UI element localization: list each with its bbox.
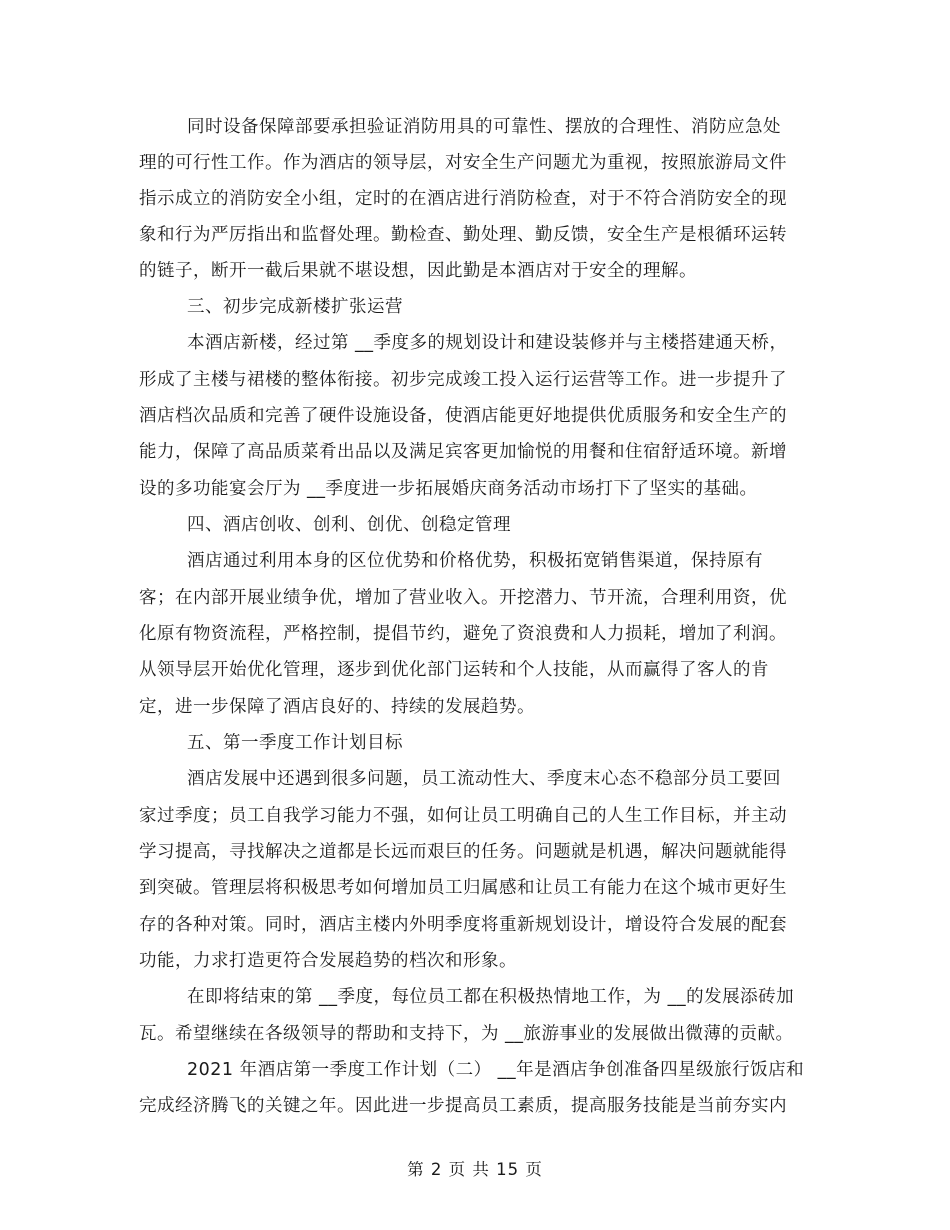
text-line: 功能，力求打造更符合发展趋势的档次和形象。 (139, 951, 517, 971)
section-heading: 五、第一季度工作计划目标 (187, 733, 403, 753)
text-line: 客；在内部开展业绩争优，增加了营业收入。开挖潜力、节开流，合理利用资，优 (139, 588, 787, 608)
text-line: 化原有物资流程，严格控制，提倡节约，避免了资浪费和人力损耗，增加了利润。 (139, 624, 787, 644)
text-line: 2021 年酒店第一季度工作计划（二） __年是酒店争创准备四星级旅行饭店和 (187, 1060, 805, 1080)
section-heading: 四、酒店创收、创利、创优、创稳定管理 (187, 515, 511, 535)
text-line: 在即将结束的第 __季度，每位员工都在积极热情地工作，为 __的发展添砖加 (187, 987, 795, 1007)
text-line: 到突破。管理层将积极思考如何增加员工归属感和让员工有能力在这个城市更好生 (139, 878, 787, 898)
text-line: 酒店通过利用本身的区位优势和价格优势，积极拓宽销售渠道，保持原有 (187, 551, 763, 571)
text-line: 理的可行性工作。作为酒店的领导层，对安全生产问题尤为重视，按照旅游局文件 (139, 153, 787, 173)
text-line: 指示成立的消防安全小组，定时的在酒店进行消防检查，对于不符合消防安全的现 (139, 189, 787, 209)
text-line: 学习提高，寻找解决之道都是长远而艰巨的任务。问题就是机遇，解决问题就能得 (139, 842, 787, 862)
page-number-footer: 第 2 页 共 15 页 (407, 1160, 543, 1179)
text-line: 设的多功能宴会厅为 __季度进一步拓展婚庆商务活动市场打下了坚实的基础。 (139, 479, 758, 499)
text-line: 的链子，断开一截后果就不堪设想，因此勤是本酒店对于安全的理解。 (139, 261, 697, 281)
text-line: 存的各种对策。同时，酒店主楼内外明季度将重新规划设计，增设符合发展的配套 (139, 915, 787, 935)
text-line: 完成经济腾飞的关键之年。因此进一步提高员工素质，提高服务技能是当前夯实内 (139, 1096, 787, 1116)
text-line: 同时设备保障部要承担验证消防用具的可靠性、摆放的合理性、消防应急处 (187, 117, 781, 137)
text-line: 定，进一步保障了酒店良好的、持续的发展趋势。 (139, 697, 535, 717)
text-line: 象和行为严厉指出和监督处理。勤检查、勤处理、勤反馈，安全生产是根循环运转 (139, 225, 787, 245)
section-heading: 三、初步完成新楼扩张运营 (187, 297, 403, 317)
text-line: 酒店档次品质和完善了硬件设施设备，使酒店能更好地提供优质服务和安全生产的 (139, 406, 787, 426)
text-line: 形成了主楼与裙楼的整体衔接。初步完成竣工投入运行运营等工作。进一步提升了 (139, 370, 787, 390)
text-line: 家过季度；员工自我学习能力不强，如何让员工明确自己的人生工作目标，并主动 (139, 806, 787, 826)
text-line: 本酒店新楼，经过第 __季度多的规划设计和建设装修并与主楼搭建通天桥， (187, 333, 788, 353)
text-line: 酒店发展中还遇到很多问题，员工流动性大、季度末心态不稳部分员工要回 (187, 769, 781, 789)
text-line: 瓦。希望继续在各级领导的帮助和支持下，为 __旅游事业的发展做出微薄的贡献。 (139, 1024, 794, 1044)
text-line: 从领导层开始优化管理，逐步到优化部门运转和个人技能，从而赢得了客人的肯 (139, 660, 769, 680)
text-line: 能力，保障了高品质菜肴出品以及满足宾客更加愉悦的用餐和住宿舒适环境。新增 (139, 442, 787, 462)
